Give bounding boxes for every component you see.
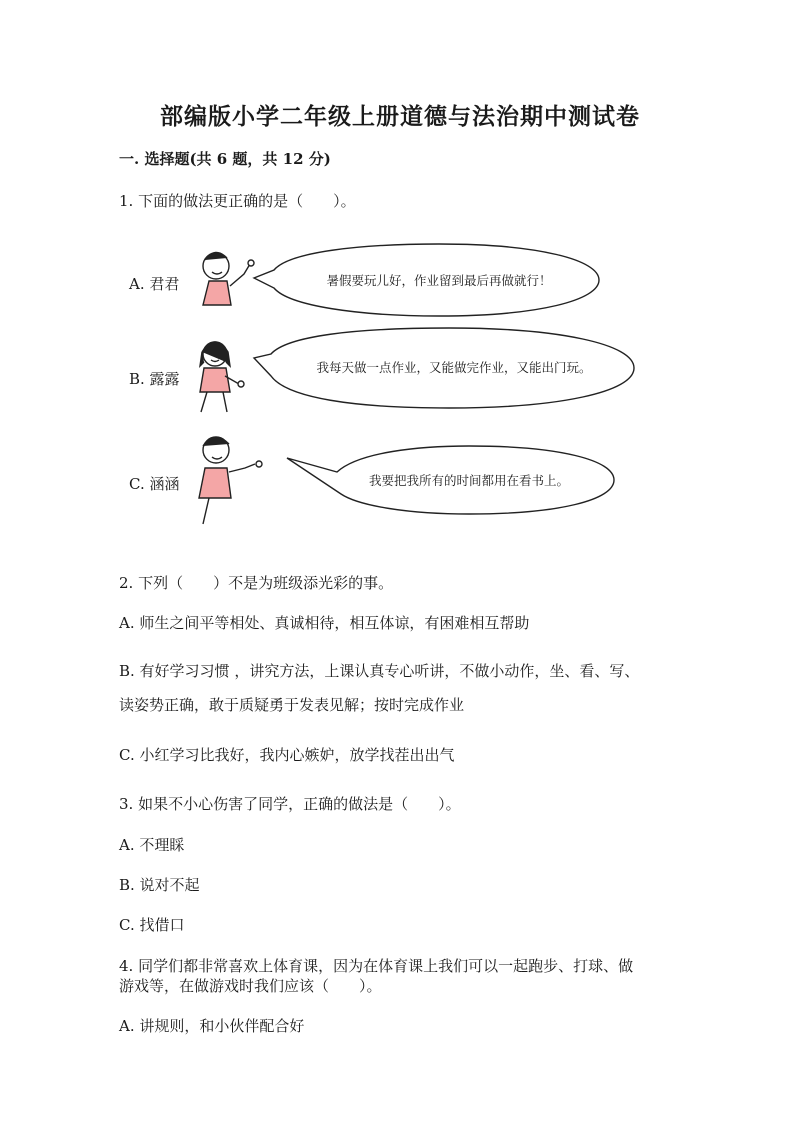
option-1c-label: C. 涵涵: [129, 475, 180, 493]
option-4a: A. 讲规则，和小伙伴配合好: [119, 1017, 305, 1035]
option-3a: A. 不理睬: [119, 836, 185, 854]
option-2b-continued: 读姿势正确，敢于质疑勇于发表见解；按时完成作业: [119, 696, 465, 714]
speech-text-b: 我每天做一点作业，又能做完作业，又能出门玩。: [316, 360, 592, 375]
question-2-stem: 2. 下列（ ）不是为班级添光彩的事。: [119, 574, 394, 592]
question-4-stem-line-1: 4. 同学们都非常喜欢上体育课，因为在体育课上我们可以一起跑步、打球、做: [119, 957, 634, 975]
option-1b-label: B. 露露: [129, 370, 180, 388]
character-hanhan-illustration: [199, 437, 262, 524]
section-heading: 一. 选择题(共 6 题，共 12 分): [119, 150, 331, 168]
question-3-stem: 3. 如果不小心伤害了同学，正确的做法是（ ）。: [119, 795, 461, 813]
question-1-stem: 1. 下面的做法更正确的是（ ）。: [119, 192, 356, 210]
option-2b: B. 有好学习习惯 ，讲究方法，上课认真专心听讲，不做小动作，坐、看、写、: [119, 662, 640, 680]
speech-text-c: 我要把我所有的时间都用在看书上。: [368, 473, 569, 488]
question-4-stem-line-2: 游戏等，在做游戏时我们应该（ ）。: [119, 977, 382, 995]
character-junjun-illustration: [203, 252, 254, 305]
character-lulu-illustration: [200, 342, 244, 412]
option-2c: C. 小红学习比我好，我内心嫉妒，放学找茬出出气: [119, 746, 455, 764]
option-2a: A. 师生之间平等相处、真诚相待，相互体谅，有困难相互帮助: [119, 614, 530, 632]
option-3c: C. 找借口: [119, 916, 185, 934]
page-title: 部编版小学二年级上册道德与法治期中测试卷: [160, 103, 640, 130]
question-1-figure: [119, 236, 639, 536]
option-1a-label: A. 君君: [129, 275, 180, 293]
speech-text-a: 暑假要玩儿好，作业留到最后再做就行！: [326, 273, 552, 288]
option-3b: B. 说对不起: [119, 876, 200, 894]
